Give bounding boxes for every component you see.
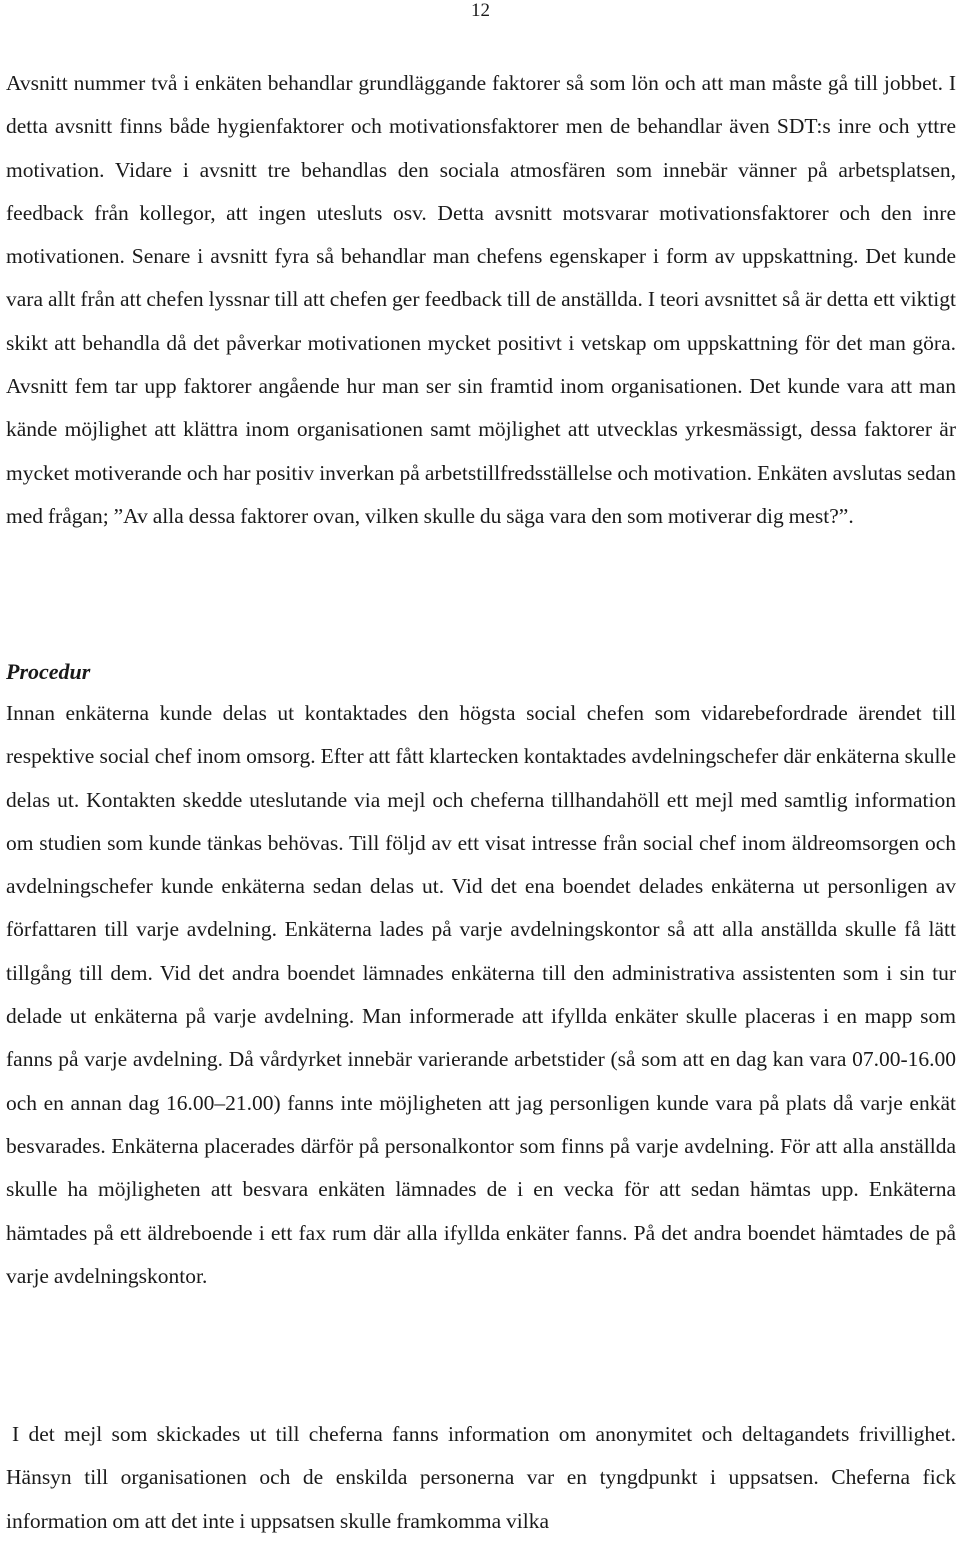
paragraph-ethics: I det mejl som skickades ut till cheferna fanns information om anonymitet och deltagandets frivillighet. Hänsyn till organisationen och de enskilda personerna var en tyngdpunkt i uppsatsen. Cheferna fick information om att det inte i uppsatsen skulle framkomma vilka [6, 1422, 956, 1533]
page-number: 12 [471, 0, 490, 21]
paragraph-procedure: Innan enkäterna kunde delas ut kontaktades den högsta social chefen som vidarebefordrade ärendet till respektive social chef inom omsorg. Efter att fått klartecken kontaktades avdelningschefer där enkäterna skulle delas ut. Kontakten skedde uteslutande via mejl och cheferna tillhandahöll ett mejl med samtlig information om studien som kunde tänkas behövas. Till följd av ett visat intresse från social chef inom äldreomsorgen och avdelningschefer kunde enkäterna sedan delas ut. Vid det ena boendet delades enkäterna ut personligen av författaren till varje avdelning. Enkäterna lades på varje avdelningskontor så att alla anställda skulle få lätt tillgång till dem. Vid det andra boendet lämnades enkäterna till den administrativa assistenten som i sin tur delade ut enkäterna på varje avdelning. Man informerade att ifyllda enkäter skulle placeras i en mapp som fanns på varje avdelning. Då vårdyrket innebär varierande arbetstider (så som att en dag kan vara 07.00-16.00 och en annan dag 16.00–21.00) fanns inte möjligheten att jag personligen kunde vara på plats då varje enkät besvarades. Enkäterna placerades därför på personalkontor som finns på varje avdelning. För att alla anställda skulle ha möjligheten att besvara enkäten lämnades de i en vecka för att sedan hämtas upp. Enkäterna hämtades på ett äldreboende i ett fax rum där alla ifyllda enkäter fanns. På det andra boendet hämtades de på varje avdelningskontor. [6, 701, 956, 1288]
paragraph-survey-sections: Avsnitt nummer två i enkäten behandlar grundläggande faktorer så som lön och att man måste gå till jobbet. I detta avsnitt finns både hygienfaktorer och motivationsfaktorer men de behandlar även SDT:s inre och yttre motivation. Vidare i avsnitt tre behandlas den sociala atmosfären som innebär vänner på arbetsplatsen, feedback från kollegor, att ingen utesluts osv. Detta avsnitt motsvarar motivationsfaktorer och den inre motivationen. Senare i avsnitt fyra så behandlar man chefens egenskaper i form av uppskattning. Det kunde vara allt från att chefen lyssnar till att chefen ger feedback till de anställda. I teori avsnittet så är detta ett viktigt skikt att behandla då det påverkar motivationen mycket positivt i vetskap om uppskattning för det man göra. Avsnitt fem tar upp faktorer angående hur man ser sin framtid inom organisationen. Det kunde vara att man kände möjlighet att klättra inom organisationen samt möjlighet att utvecklas yrkesmässigt, dessa faktorer är mycket motiverande och har positiv inverkan på arbetstillfredsställelse och motivation. Enkäten avslutas sedan med frågan; ”Av alla dessa faktorer ovan, vilken skulle du säga vara den som motiverar dig mest?”. [6, 71, 956, 528]
section-heading-procedur: Procedur [6, 659, 91, 684]
